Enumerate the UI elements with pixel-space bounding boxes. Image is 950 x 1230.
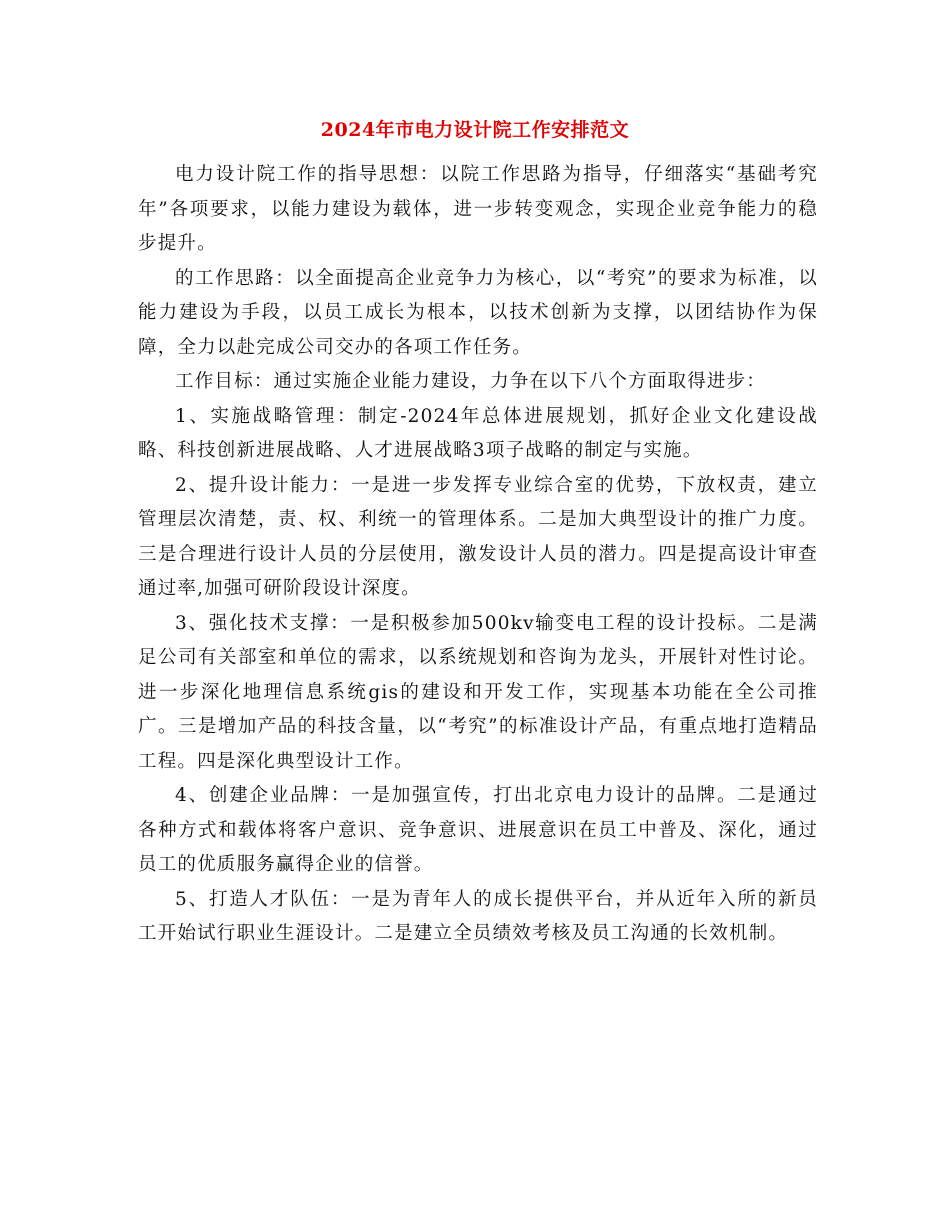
paragraph-guiding-ideology: 电力设计院工作的指导思想：以院工作思路为指导，仔细落实“基础考究年”各项要求，以能力建设为载体，进一步转变观念，实现企业竞争能力的稳步提升。 (138, 164, 818, 254)
paragraph-item-3: 3、强化技术支撑：一是积极参加500kv输变电工程的设计投标。二是满足公司有关部室和单位的需求，以系统规划和咨询为龙头，开展针对性讨论。进一步深化地理信息系统gis的建设和开发工作，实现基本功能在全公司推广。三是增加产品的科技含量，以“考究”的标准设计产品，有重点地打造精品工程。四是深化典型设计工作。 (138, 612, 818, 772)
paragraph-work-goals: 工作目标：通过实施企业能力建设，力争在以下八个方面取得进步： (175, 371, 767, 392)
document-title: 2024年市电力设计院工作安排范文 (320, 119, 630, 141)
paragraph-item-2: 2、提升设计能力：一是进一步发挥专业综合室的优势，下放权责，建立管理层次清楚，责、权、利统一的管理体系。二是加大典型设计的推广力度。三是合理进行设计人员的分层使用，激发设计人员的潜力。四是提高设计审查通过率,加强可研阶段设计深度。 (138, 474, 818, 599)
document-body (138, 158, 818, 952)
paragraph-item-1: 1、实施战略管理：制定-2024年总体进展规划，抓好企业文化建设战略、科技创新进展战略、人才进展战略3项子战略的制定与实施。 (138, 405, 818, 461)
paragraph-work-approach: 的工作思路：以全面提高企业竞争力为核心，以“考究”的要求为标准，以能力建设为手段，以员工成长为根本，以技术创新为支撑，以团结协作为保障，全力以赴完成公司交办的各项工作任务。 (138, 267, 818, 358)
paragraph-item-4: 4、创建企业品牌：一是加强宣传，打出北京电力设计的品牌。二是通过各种方式和载体将客户意识、竞争意识、进展意识在员工中普及、深化，通过员工的优质服务赢得企业的信誉。 (138, 785, 818, 875)
paragraph-item-5: 5、打造人才队伍：一是为青年人的成长提供平台，并从近年入所的新员工开始试行职业生涯设计。二是建立全员绩效考核及员工沟通的长效机制。 (138, 888, 818, 944)
